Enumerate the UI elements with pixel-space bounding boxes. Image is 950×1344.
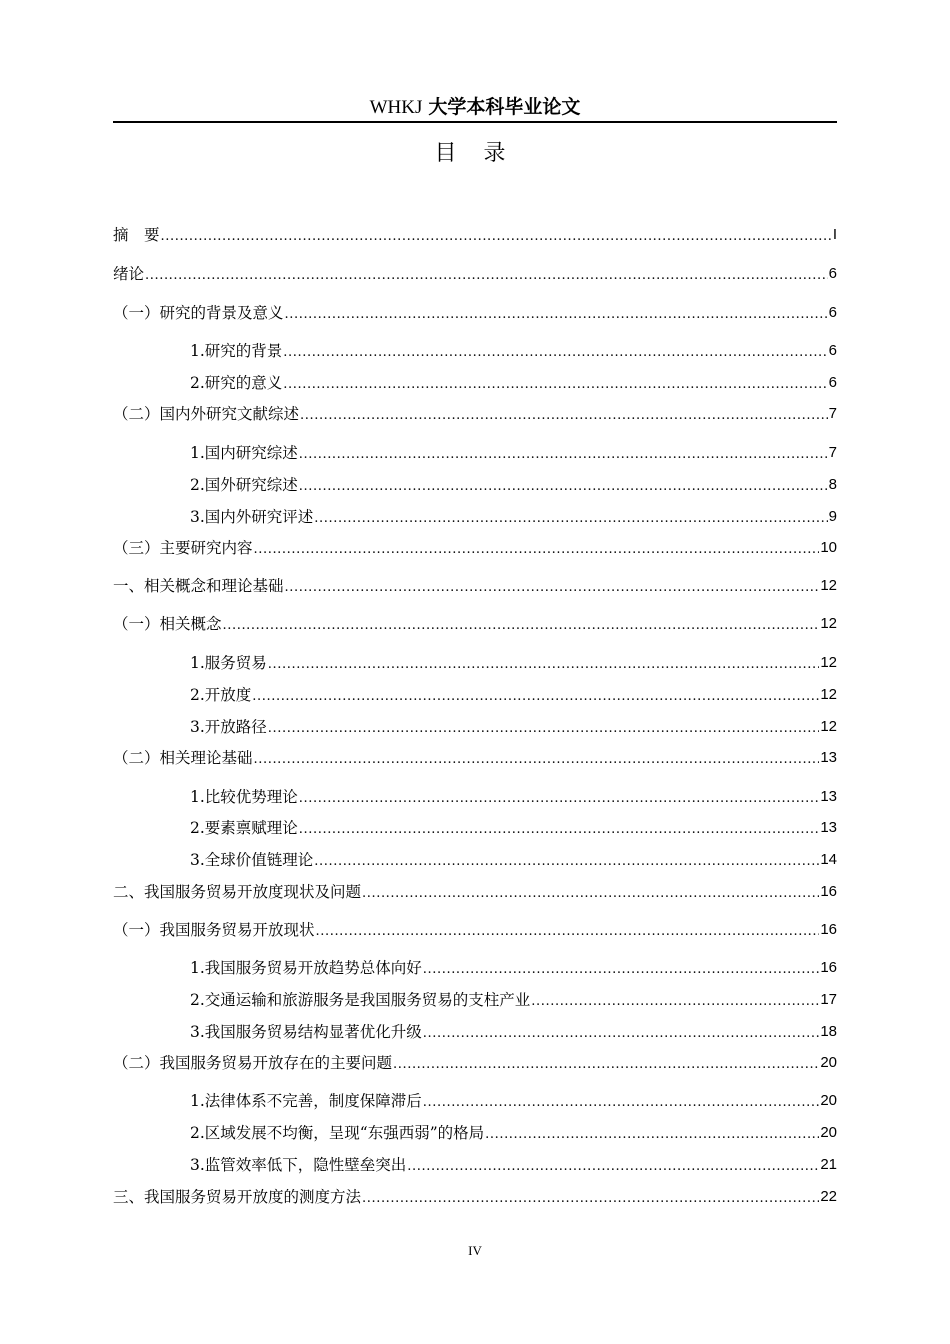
toc-entry-page: 6 [828,374,837,391]
toc-entry-label: 3.全球价值链理论 [190,851,314,869]
dot-leader [531,989,819,1011]
toc-entry-page: 12 [820,718,837,735]
toc-entry-label: 2.要素禀赋理论 [190,819,298,837]
toc-entry-page: 13 [820,749,837,766]
toc-entry-label: 1.国内研究综述 [190,444,298,462]
toc-entry-page: 13 [820,788,837,805]
dot-leader [254,537,820,559]
toc-entry-label: 三、我国服务贸易开放度的测度方法 [113,1188,362,1206]
toc-entry-label: 摘 要 [113,226,160,244]
toc-entry-page: 10 [820,539,837,556]
dot-leader [285,575,820,597]
dot-leader [285,302,828,324]
dot-leader [362,881,819,903]
toc-entry[interactable] [190,506,837,528]
toc-title: 目 录 [434,141,516,166]
toc-entry[interactable] [113,302,837,324]
toc-entry-label: （二）我国服务贸易开放存在的主要问题 [113,1054,393,1072]
dot-leader [299,474,828,496]
toc-entry[interactable] [190,1021,837,1043]
toc-entry-label: 二、我国服务贸易开放度现状及问题 [113,883,362,901]
toc-entry-label: 2.国外研究综述 [190,476,298,494]
dot-leader [362,1186,819,1208]
toc-entry[interactable] [113,263,837,285]
toc-entry-page: 12 [820,686,837,703]
toc-entry-page: 16 [820,883,837,900]
toc-entry-label: （二）国内外研究文献综述 [113,405,300,423]
toc-entry[interactable] [190,372,837,394]
toc-entry[interactable] [113,1186,837,1208]
toc-entry[interactable] [190,989,837,1011]
toc-entry-label: 2.研究的意义 [190,374,283,392]
page-number: IV [468,1243,482,1258]
header-title: 大学本科毕业论文 [428,96,581,118]
toc-entry-label: （一）相关概念 [113,615,222,633]
toc-entry-label: （二）相关理论基础 [113,749,253,767]
dot-leader [485,1122,819,1144]
dot-leader [268,716,820,738]
header-latin: WHKJ [369,97,423,118]
toc-entry-label: 1.我国服务贸易开放趋势总体向好 [190,959,422,977]
dot-leader [314,849,819,871]
toc-entry-page: 6 [828,304,837,321]
toc-entry-page: 18 [820,1023,837,1040]
dot-leader [407,1154,819,1176]
toc-entry-label: 3.开放路径 [190,718,267,736]
toc-entry-page: 8 [828,476,837,493]
toc-entry-label: 3.我国服务贸易结构显著优化升级 [190,1023,422,1041]
dot-leader [299,786,820,808]
dot-leader [300,403,828,425]
dot-leader [299,442,828,464]
toc-entry-label: （三）主要研究内容 [113,539,253,557]
toc-entry-page: 12 [820,654,837,671]
dot-leader [393,1052,819,1074]
dot-leader [254,747,820,769]
toc-entry-page: 20 [820,1054,837,1071]
toc-entry[interactable] [190,1154,837,1176]
toc-entry[interactable] [113,1052,837,1074]
toc-entry[interactable] [190,716,837,738]
dot-leader [252,684,819,706]
toc-entry[interactable] [190,340,837,362]
dot-leader [299,817,820,839]
toc-entry-page: 7 [828,405,837,422]
toc-entry-page: 16 [820,921,837,938]
toc-entry[interactable] [190,684,837,706]
toc-entry-label: 2.交通运输和旅游服务是我国服务贸易的支柱产业 [190,991,531,1009]
toc-entry[interactable] [113,224,837,246]
toc-entry[interactable] [190,652,837,674]
toc-entry-page: 14 [820,851,837,868]
toc-entry[interactable] [190,1090,837,1112]
toc-entry-label: 1.比较优势理论 [190,788,298,806]
toc-entry-page: 13 [820,819,837,836]
toc-entry[interactable] [113,919,837,941]
toc-entry[interactable] [113,537,837,559]
toc-entry-label: （一）研究的背景及意义 [113,304,284,322]
toc-entry-label: 1.法律体系不完善，制度保障滞后 [190,1092,422,1110]
dot-leader [316,919,820,941]
toc-entry-label: 2.开放度 [190,686,252,704]
header-rule [113,121,837,123]
dot-leader [423,957,820,979]
dot-leader [423,1090,820,1112]
dot-leader [423,1021,820,1043]
toc-entry-page: 6 [828,342,837,359]
toc-entry-page: 7 [828,444,837,461]
dot-leader [268,652,820,674]
toc-entry-page: 22 [820,1188,837,1205]
toc-entry-label: 一、相关概念和理论基础 [113,577,284,595]
toc-entry[interactable] [113,403,837,425]
toc-entry[interactable] [190,849,837,871]
toc-entry-page: 21 [820,1156,837,1173]
toc-entry[interactable] [113,881,837,903]
toc-entry-page: 9 [828,508,837,525]
toc-entry-label: 1.服务贸易 [190,654,267,672]
toc-entry-label: 1.研究的背景 [190,342,283,360]
toc-entry-label: 3.国内外研究评述 [190,508,314,526]
dot-leader [283,372,827,394]
toc-entry[interactable] [190,442,837,464]
toc-entry-page: 17 [820,991,837,1008]
toc-entry-page: 20 [820,1092,837,1109]
toc-entry-page: 16 [820,959,837,976]
dot-leader [145,263,828,285]
dot-leader [161,224,832,246]
toc-entry[interactable] [113,747,837,769]
toc-entry[interactable] [190,1122,837,1144]
dot-leader [223,613,820,635]
toc-entry-page: 20 [820,1124,837,1141]
toc-entry[interactable] [190,817,837,839]
toc-entry-page: 12 [820,615,837,632]
dot-leader [283,340,827,362]
dot-leader [314,506,827,528]
toc-entry-page: 12 [820,577,837,594]
toc-entry-label: （一）我国服务贸易开放现状 [113,921,315,939]
toc-entry[interactable] [190,474,837,496]
toc-entry[interactable] [113,575,837,597]
toc-entry[interactable] [190,957,837,979]
toc-entry-label: 绪论 [113,265,145,283]
toc-entry[interactable] [113,613,837,635]
toc-entry-page: I [832,226,837,243]
page-header [113,93,837,121]
toc-entry-page: 6 [828,265,837,282]
toc-entry-label: 2.区域发展不均衡，呈现“东强西弱”的格局 [190,1124,485,1142]
toc-entry[interactable] [190,786,837,808]
toc-entry-label: 3.监管效率低下，隐性壁垒突出 [190,1156,407,1174]
